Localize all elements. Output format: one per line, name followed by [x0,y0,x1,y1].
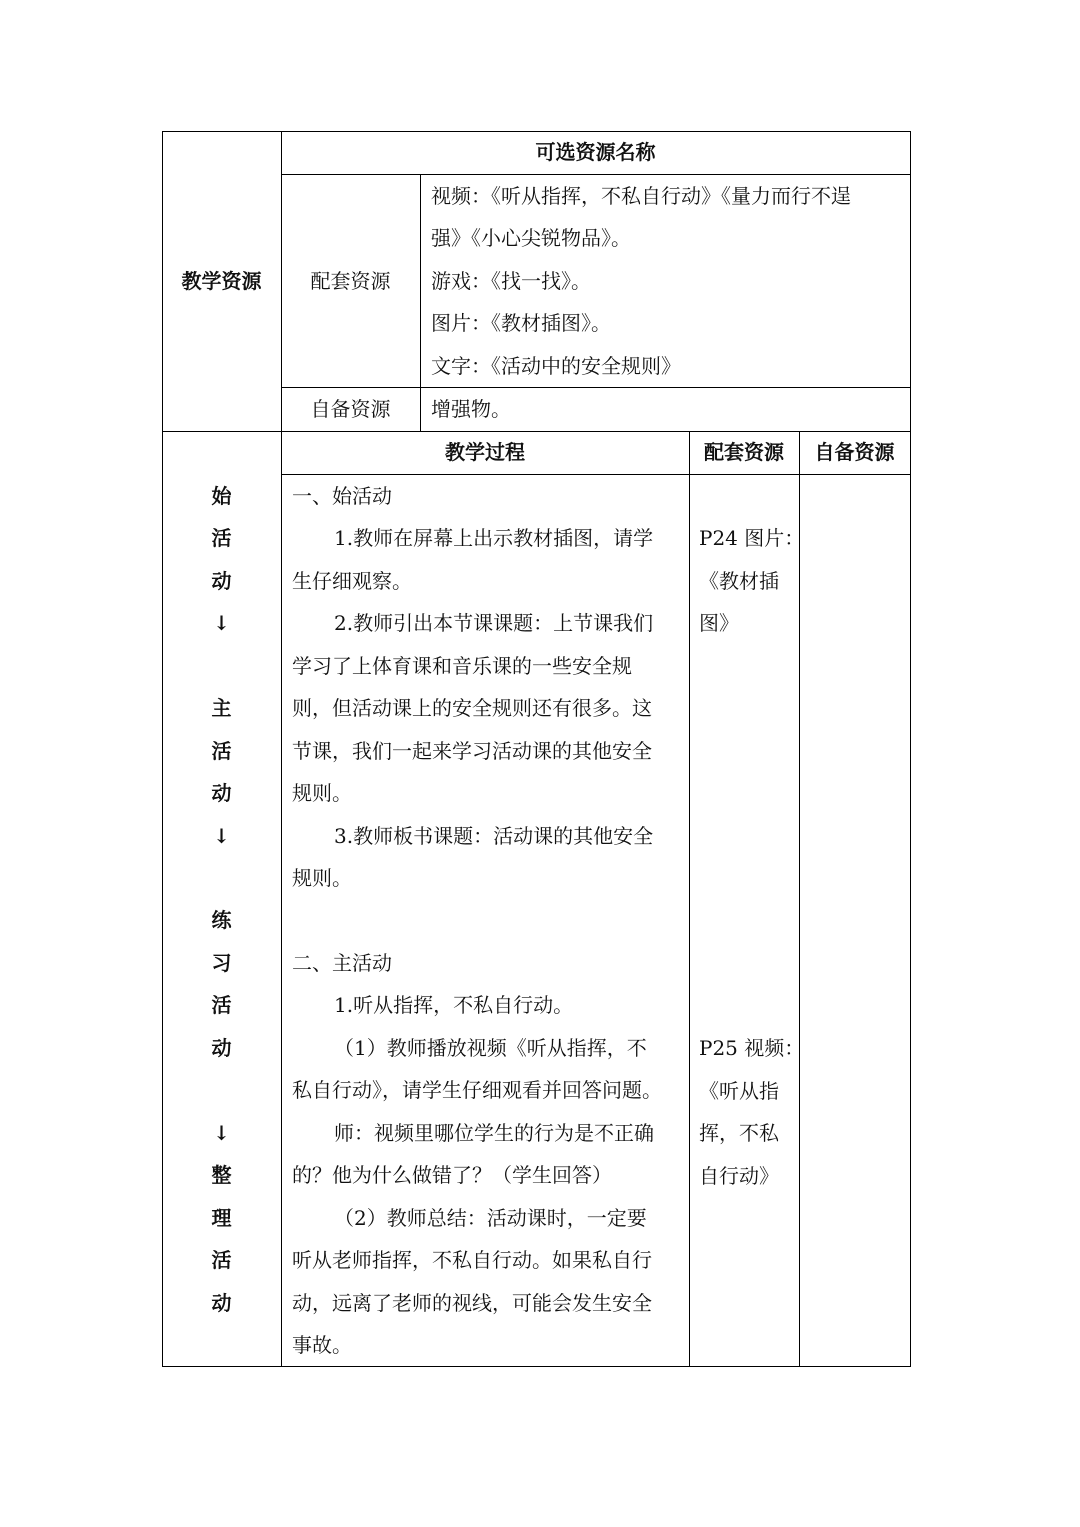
stage-char: 始 [211,484,232,508]
process-line: 2.教师引出本节课课题：上节课我们 [334,611,654,635]
stage-char: 练 [211,908,232,932]
col-divider [420,174,421,431]
process-self-prepared-header: 自备资源 [814,440,895,464]
resources-header: 可选资源名称 [535,140,656,164]
resource-note-line: 图》 [699,611,739,635]
process-line: 师：视频里哪位学生的行为是不正确 [334,1121,654,1145]
resource-note-line: 《听从指 [699,1078,779,1103]
resource-note-line: 自行动》 [699,1163,779,1188]
stage-char: 理 [211,1206,232,1230]
process-line: 则，但活动课上的安全规则还有很多。这 [292,696,652,720]
stage-char: 动 [211,1036,232,1060]
col-divider [689,431,690,1367]
col-divider [799,431,800,1367]
process-line: 一、始活动 [292,484,392,508]
stage-arrow: ↓ [213,824,230,848]
process-line: 节课，我们一起来学习活动课的其他安全 [292,739,652,763]
supporting-line: 游戏：《找一找》。 [431,269,591,293]
process-supporting-header: 配套资源 [704,440,784,464]
self-prepared-value: 增强物。 [431,397,511,421]
stage-char: 动 [211,1291,232,1315]
stage-char: 活 [211,1248,232,1272]
supporting-line: 文字：《活动中的安全规则》 [431,354,681,378]
stage-arrow: ↓ [213,611,230,635]
process-line: 学习了上体育课和音乐课的一些安全规 [292,654,632,678]
table-border-right [910,131,911,1367]
resource-note-line: P24 图片： [699,526,805,550]
process-line: 动，远离了老师的视线，可能会发生安全 [292,1291,652,1315]
process-line: 规则。 [292,781,352,805]
stage-char: 活 [211,993,232,1017]
supporting-line: 强》《小心尖锐物品》。 [431,226,631,250]
process-line: （2）教师总结：活动课时，一定要 [334,1206,647,1230]
supporting-line: 视频：《听从指挥，不私自行动》《量力而行不逞 [431,184,851,208]
stage-char: 动 [211,781,232,805]
resource-note-line: P25 视频： [699,1036,805,1060]
process-line: 3.教师板书课题：活动课的其他安全 [334,824,654,848]
stage-arrow: ↓ [213,1121,230,1145]
stage-char: 活 [211,739,232,763]
process-line: （1）教师播放视频《听从指挥，不 [334,1036,647,1060]
supporting-line: 图片：《教材插图》。 [431,311,611,335]
col-divider [281,131,282,1367]
process-line: 1.教师在屏幕上出示教材插图，请学 [334,526,654,550]
process-line: 事故。 [292,1333,352,1357]
resources-row-label: 教学资源 [181,269,262,293]
resource-note-line: 《教材插 [699,568,779,593]
process-line: 1.听从指挥，不私自行动。 [334,993,574,1017]
self-prepared-label: 自备资源 [310,397,391,421]
supporting-resources-label: 配套资源 [310,269,391,293]
stage-char: 动 [211,569,232,593]
process-line: 的？他为什么做错了？（学生回答） [292,1163,612,1187]
process-line: 二、主活动 [292,951,392,975]
resource-note-line: 挥，不私 [699,1121,779,1145]
stage-char: 整 [211,1163,232,1187]
process-line: 生仔细观察。 [292,569,412,593]
process-line: 规则。 [292,866,352,890]
process-line: 听从老师指挥，不私自行动。如果私自行 [292,1248,652,1272]
stage-char: 主 [211,696,232,720]
stage-char: 活 [211,526,232,550]
process-header: 教学过程 [445,440,525,464]
process-line: 私自行动》，请学生仔细观看并回答问题。 [292,1078,662,1102]
stage-char: 习 [211,951,232,975]
